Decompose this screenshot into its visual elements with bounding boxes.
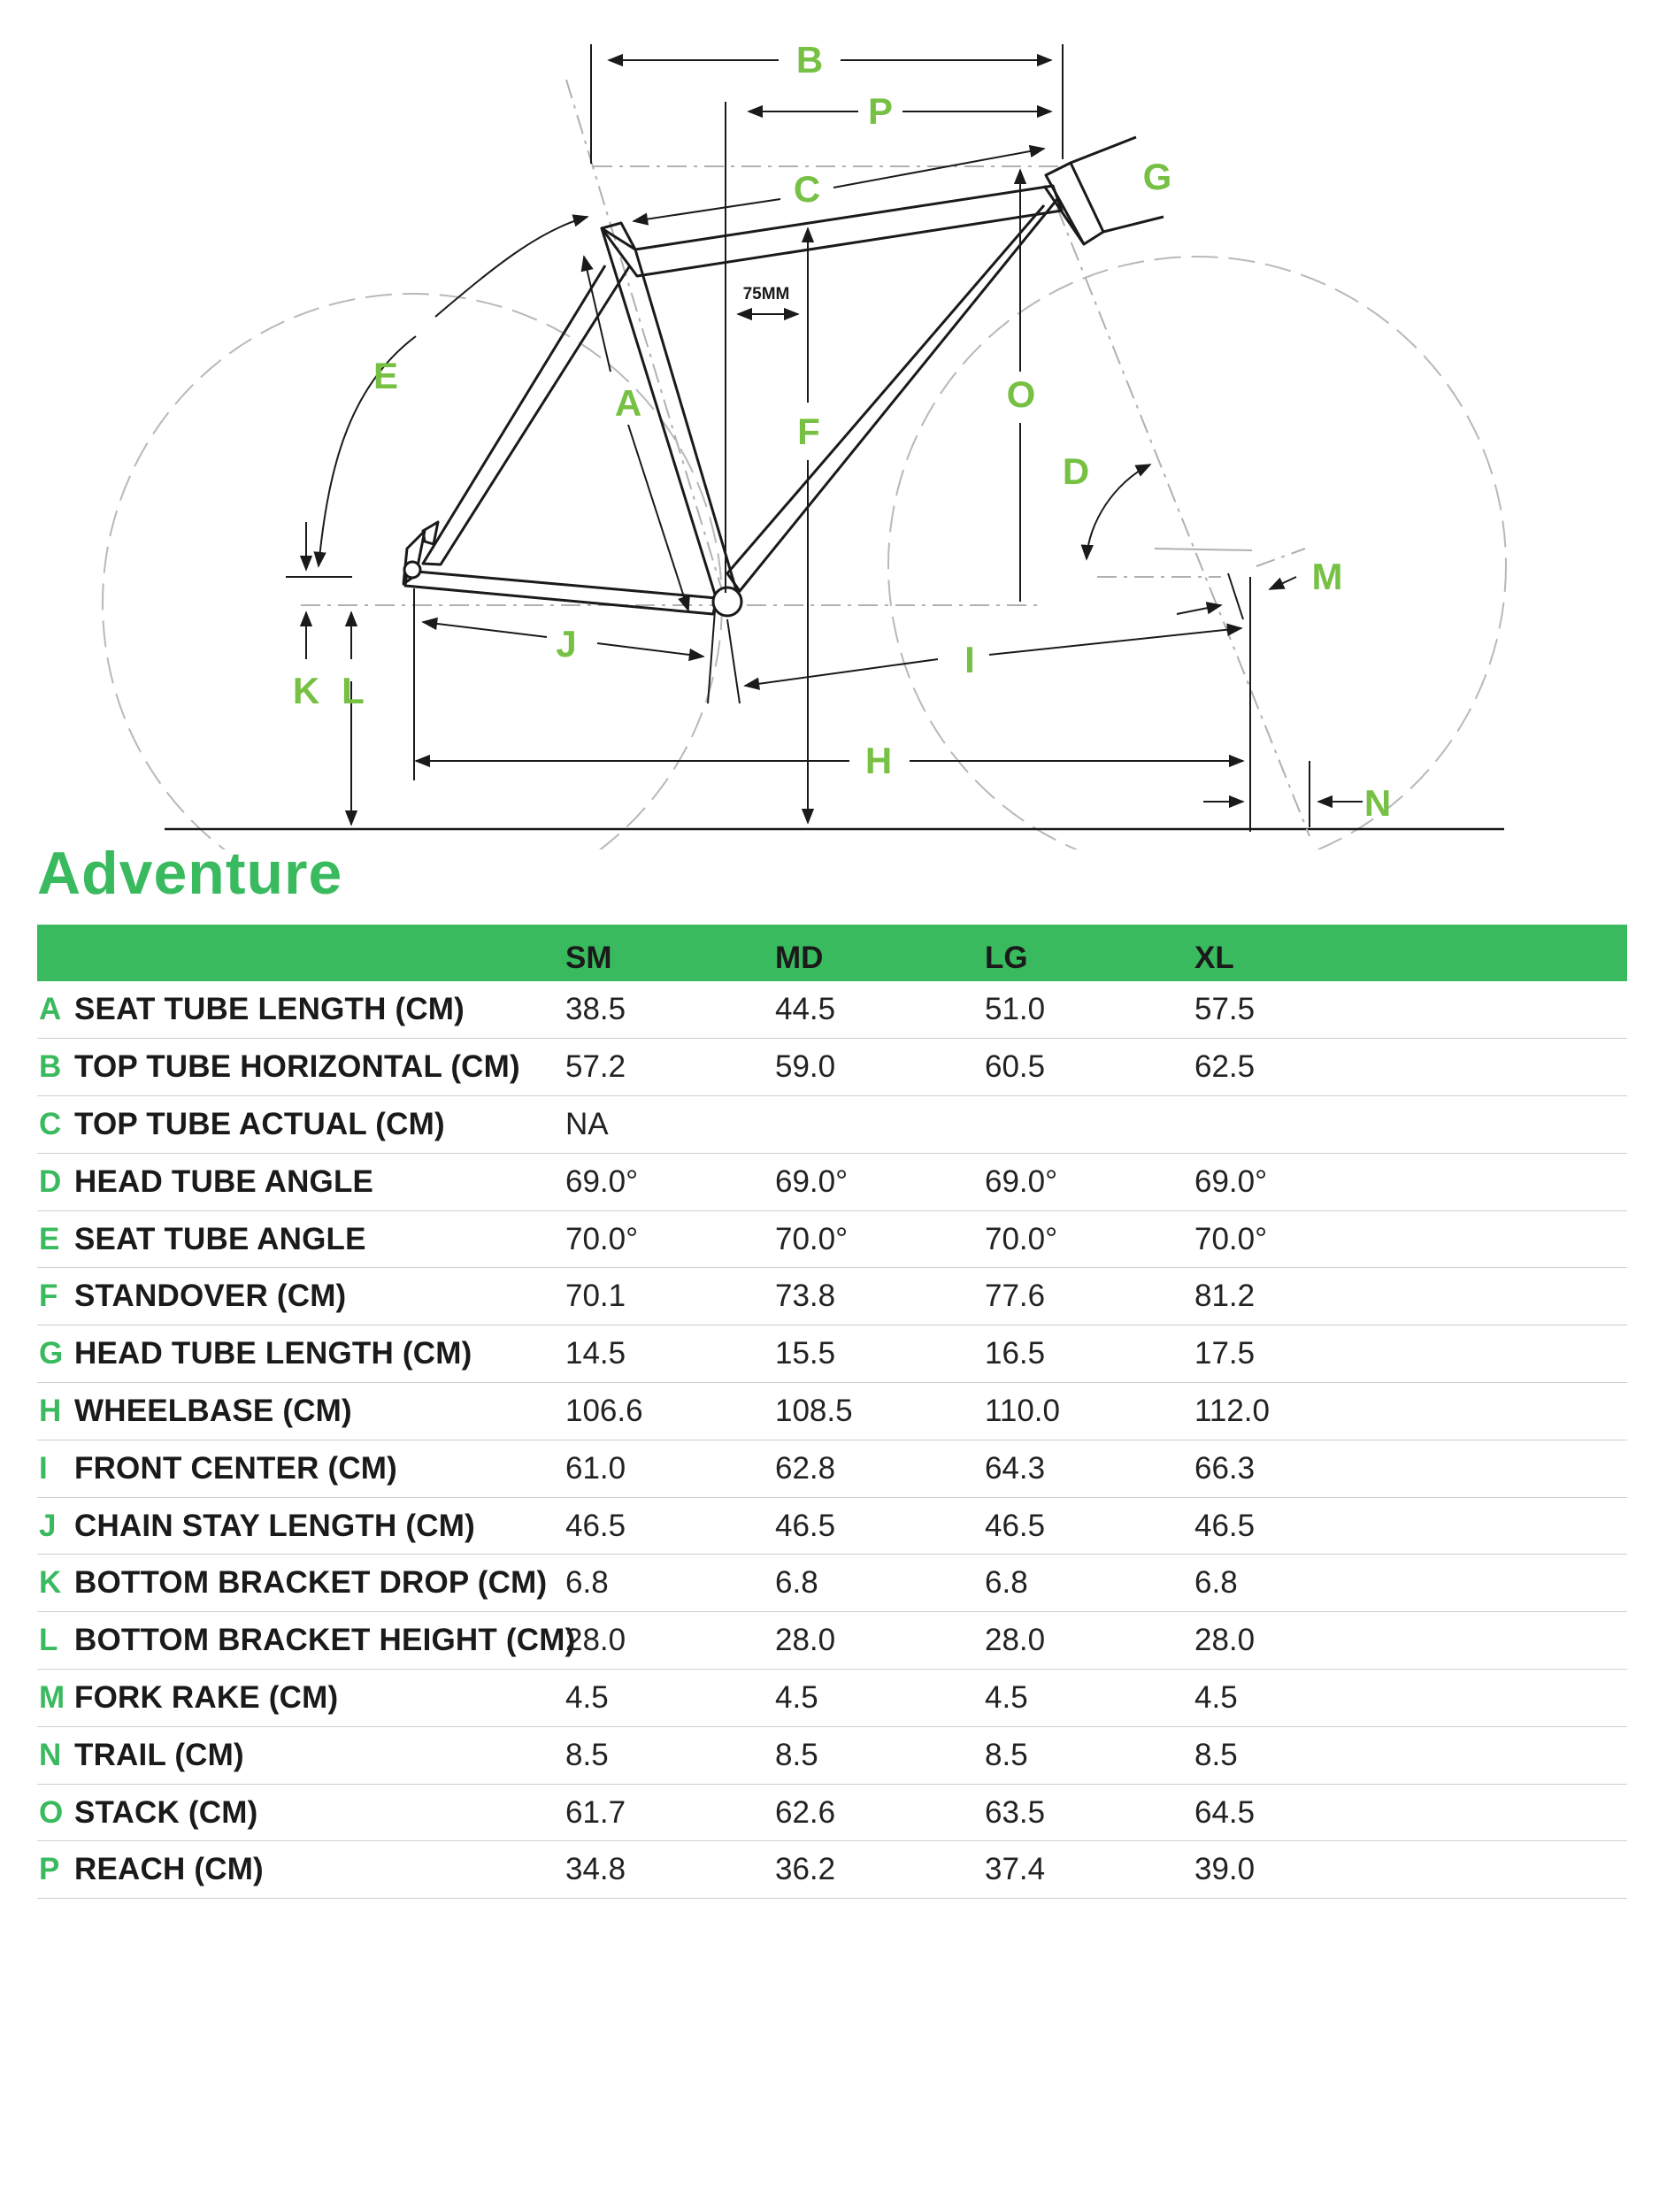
row-spacer <box>1404 1612 1627 1670</box>
row-letter: H <box>39 1393 62 1428</box>
table-row <box>37 981 1627 1039</box>
row-value: 4.5 <box>985 1679 1028 1715</box>
row-letter: L <box>39 1623 58 1658</box>
row-spacer <box>1404 1726 1627 1784</box>
row-value: 8.5 <box>1194 1737 1238 1772</box>
row-value: 46.5 <box>775 1508 836 1543</box>
table-row <box>37 1440 1627 1497</box>
row-value: 51.0 <box>985 992 1046 1027</box>
row-letter: G <box>39 1336 64 1371</box>
row-value: 38.5 <box>565 992 626 1027</box>
row-letter: I <box>39 1450 48 1486</box>
row-value: 77.6 <box>985 1279 1046 1314</box>
dim-label-l: L <box>342 670 365 711</box>
size-header: MD <box>775 941 824 975</box>
row-value: 57.2 <box>565 1049 626 1085</box>
row-value: 6.8 <box>985 1565 1028 1601</box>
row-value: 6.8 <box>775 1565 818 1601</box>
header-spacer <box>37 925 74 981</box>
row-value: 14.5 <box>565 1336 626 1371</box>
dim-label-g: G <box>1142 156 1172 197</box>
row-letter: C <box>39 1106 62 1141</box>
row-value: 46.5 <box>1194 1508 1256 1543</box>
table-row <box>37 1268 1627 1325</box>
row-value: 108.5 <box>775 1393 853 1428</box>
row-spacer <box>1404 1210 1627 1268</box>
header-spacer <box>1404 925 1627 981</box>
row-value: NA <box>565 1106 609 1141</box>
row-value: 46.5 <box>985 1508 1046 1543</box>
row-spacer <box>1404 1325 1627 1383</box>
table-row <box>37 1670 1627 1727</box>
row-letter: A <box>39 992 62 1027</box>
row-value: 28.0 <box>775 1623 836 1658</box>
row-value: 4.5 <box>565 1679 609 1715</box>
row-value <box>1194 1096 1404 1154</box>
row-spacer <box>1404 1555 1627 1612</box>
row-value: 36.2 <box>775 1852 836 1887</box>
row-spacer <box>1404 1096 1627 1154</box>
row-spacer <box>1404 981 1627 1039</box>
dim-label-c: C <box>793 168 821 210</box>
rear-axle <box>404 562 420 578</box>
row-letter: M <box>39 1679 65 1715</box>
dim-label-j: J <box>556 623 577 664</box>
row-value: 8.5 <box>985 1737 1028 1772</box>
dim-label-b: B <box>795 39 824 81</box>
row-value: 15.5 <box>775 1336 836 1371</box>
row-spacer <box>1404 1153 1627 1210</box>
dim-label-a: A <box>614 382 642 424</box>
row-value <box>985 1096 1194 1154</box>
row-value: 81.2 <box>1194 1279 1256 1314</box>
bottom-bracket <box>713 588 741 616</box>
bike-geometry-diagram <box>0 0 1659 849</box>
table-row <box>37 1784 1627 1841</box>
row-value: 8.5 <box>775 1737 818 1772</box>
row-letter: K <box>39 1565 62 1601</box>
row-value: 34.8 <box>565 1852 626 1887</box>
table-row <box>37 1153 1627 1210</box>
row-letter: P <box>39 1852 60 1887</box>
row-value: 70.0° <box>985 1221 1058 1256</box>
table-row <box>37 1555 1627 1612</box>
row-value: 37.4 <box>985 1852 1046 1887</box>
dimension-lines <box>286 44 1363 832</box>
size-header: XL <box>1194 941 1234 975</box>
row-value: 4.5 <box>1194 1679 1238 1715</box>
row-label: STANDOVER (CM) <box>74 1279 347 1314</box>
size-header: SM <box>565 941 612 975</box>
row-letter: E <box>39 1221 60 1256</box>
dim-label-e: E <box>373 355 399 396</box>
row-value: 59.0 <box>775 1049 836 1085</box>
geometry-table <box>37 925 1627 1899</box>
row-value: 64.5 <box>1194 1794 1256 1830</box>
row-value: 28.0 <box>1194 1623 1256 1658</box>
row-value: 62.8 <box>775 1450 836 1486</box>
row-spacer <box>1404 1841 1627 1899</box>
row-label: SEAT TUBE LENGTH (CM) <box>74 992 465 1027</box>
row-value: 8.5 <box>565 1737 609 1772</box>
table-row <box>37 1726 1627 1784</box>
table-row <box>37 1612 1627 1670</box>
row-value <box>775 1096 985 1154</box>
table-row <box>37 1841 1627 1899</box>
row-label: WHEELBASE (CM) <box>74 1393 352 1428</box>
row-letter: F <box>39 1279 58 1314</box>
row-spacer <box>1404 1440 1627 1497</box>
row-value: 69.0° <box>565 1164 639 1199</box>
row-label: CHAIN STAY LENGTH (CM) <box>74 1508 475 1543</box>
dim-label-m: M <box>1311 556 1343 597</box>
row-value: 63.5 <box>985 1794 1046 1830</box>
row-value: 4.5 <box>775 1679 818 1715</box>
row-letter: J <box>39 1508 57 1543</box>
row-value: 17.5 <box>1194 1336 1256 1371</box>
size-header: LG <box>985 941 1028 975</box>
dim-label-p: P <box>867 90 894 132</box>
row-value: 46.5 <box>565 1508 626 1543</box>
row-value: 110.0 <box>985 1393 1060 1428</box>
row-value: 44.5 <box>775 992 836 1027</box>
row-value: 6.8 <box>1194 1565 1238 1601</box>
table-row <box>37 1325 1627 1383</box>
row-value: 106.6 <box>565 1393 643 1428</box>
row-label: FORK RAKE (CM) <box>74 1679 339 1715</box>
row-label: SEAT TUBE ANGLE <box>74 1221 366 1256</box>
row-value: 60.5 <box>985 1049 1046 1085</box>
row-value: 70.0° <box>775 1221 849 1256</box>
row-label: FRONT CENTER (CM) <box>74 1450 398 1486</box>
row-value: 73.8 <box>775 1279 836 1314</box>
row-label: BOTTOM BRACKET HEIGHT (CM) <box>74 1623 576 1658</box>
row-label: TOP TUBE ACTUAL (CM) <box>74 1106 445 1141</box>
dim-label-o: O <box>1006 373 1036 415</box>
row-label: HEAD TUBE LENGTH (CM) <box>74 1336 472 1371</box>
dim-label-i: I <box>964 639 975 680</box>
row-value: 62.5 <box>1194 1049 1256 1085</box>
table-row <box>37 1210 1627 1268</box>
dim-label-k: K <box>292 670 320 711</box>
dim-label-d: D <box>1062 450 1090 492</box>
row-value: 70.0° <box>1194 1221 1268 1256</box>
row-value: 70.1 <box>565 1279 626 1314</box>
row-value: 28.0 <box>565 1623 626 1658</box>
dim-label-h: H <box>864 740 893 781</box>
row-letter: D <box>39 1164 62 1199</box>
row-value: 6.8 <box>565 1565 609 1601</box>
row-label: TOP TUBE HORIZONTAL (CM) <box>74 1049 520 1085</box>
row-spacer <box>1404 1670 1627 1727</box>
row-label: BOTTOM BRACKET DROP (CM) <box>74 1565 548 1601</box>
row-value: 39.0 <box>1194 1852 1256 1887</box>
row-value: 57.5 <box>1194 992 1256 1027</box>
table-row <box>37 1096 1627 1154</box>
dim-label-75mm: 75MM <box>742 285 790 303</box>
row-letter: B <box>39 1049 62 1085</box>
row-spacer <box>1404 1784 1627 1841</box>
row-value: 61.0 <box>565 1450 626 1486</box>
header-spacer <box>74 925 565 981</box>
row-value: 64.3 <box>985 1450 1046 1486</box>
row-value: 69.0° <box>985 1164 1058 1199</box>
row-value: 69.0° <box>775 1164 849 1199</box>
row-spacer <box>1404 1268 1627 1325</box>
dim-label-f: F <box>797 411 820 452</box>
row-label: REACH (CM) <box>74 1852 264 1887</box>
table-row <box>37 1497 1627 1555</box>
row-value: 69.0° <box>1194 1164 1268 1199</box>
row-spacer <box>1404 1383 1627 1440</box>
row-label: STACK (CM) <box>74 1794 258 1830</box>
page-title: Adventure <box>37 840 343 907</box>
row-spacer <box>1404 1497 1627 1555</box>
table-row <box>37 1383 1627 1440</box>
dim-label-n: N <box>1363 782 1392 824</box>
table-header-row <box>37 925 1627 981</box>
row-value: 61.7 <box>565 1794 626 1830</box>
row-value: 62.6 <box>775 1794 836 1830</box>
row-label: HEAD TUBE ANGLE <box>74 1164 374 1199</box>
row-spacer <box>1404 1039 1627 1096</box>
row-label: TRAIL (CM) <box>74 1737 244 1772</box>
row-letter: O <box>39 1794 64 1830</box>
row-letter: N <box>39 1737 62 1772</box>
row-value: 70.0° <box>565 1221 639 1256</box>
row-value: 16.5 <box>985 1336 1046 1371</box>
row-value: 66.3 <box>1194 1450 1256 1486</box>
table-body <box>37 981 1627 1899</box>
table-row <box>37 1039 1627 1096</box>
row-value: 28.0 <box>985 1623 1046 1658</box>
bike-frame <box>403 137 1164 614</box>
row-value: 112.0 <box>1194 1393 1270 1428</box>
